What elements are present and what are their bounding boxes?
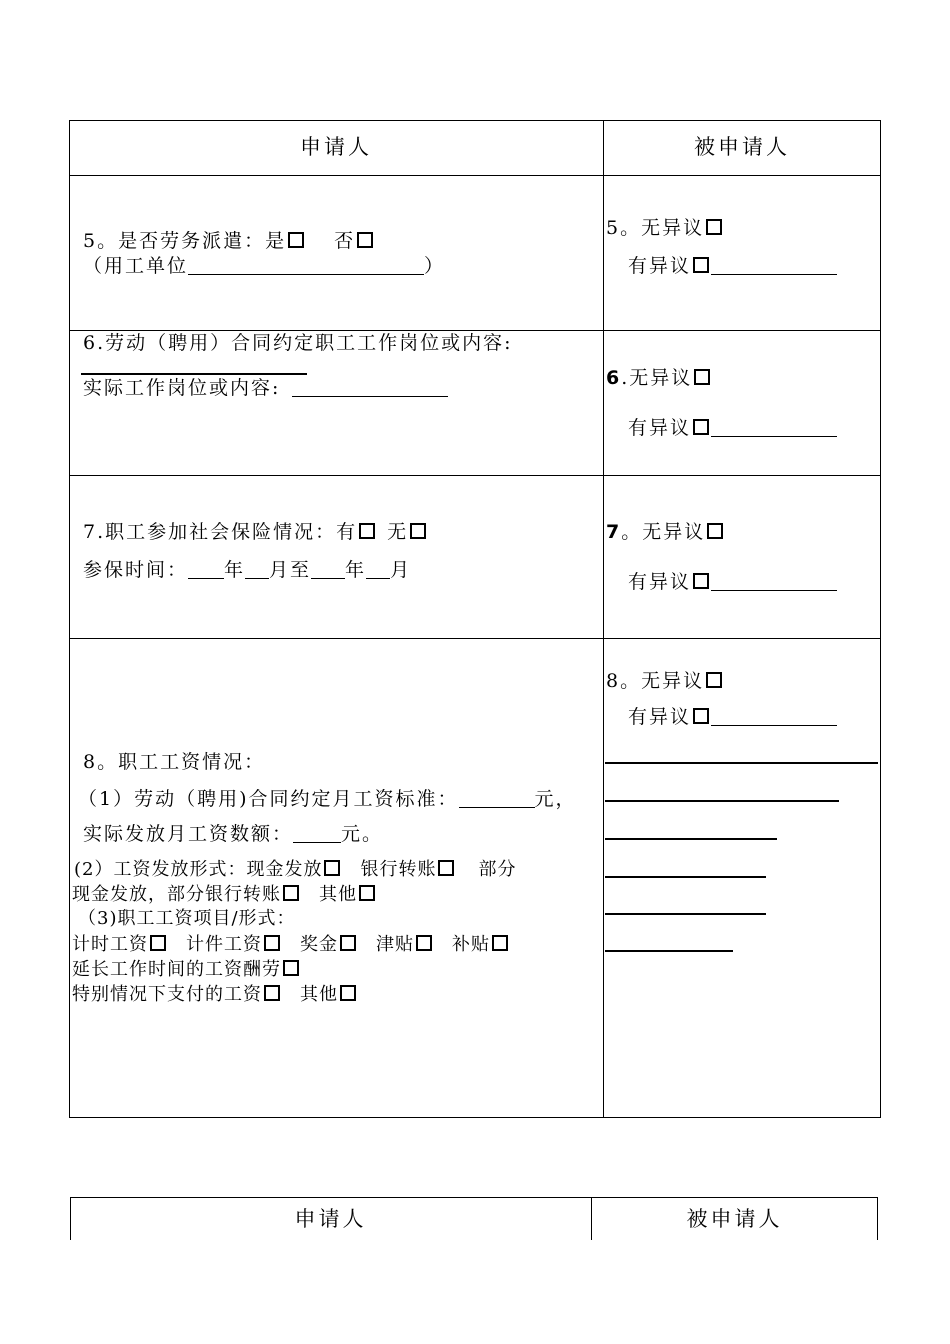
checkbox-insurance-yes[interactable] <box>359 523 375 539</box>
checkbox-subsidy[interactable] <box>492 935 508 951</box>
header-applicant-2: 申请人 <box>294 1207 367 1231</box>
row5-right-line1: 5。无异议 <box>606 219 724 238</box>
row8-item1-line1: （1）劳动（聘用)合同约定月工资标准： 元， <box>78 788 577 810</box>
start-year-blank[interactable] <box>188 564 224 579</box>
row8-item2-line1: (2）工资发放形式：现金发放 银行转账 部分 <box>74 859 517 880</box>
checkbox-5-objection[interactable] <box>693 257 709 273</box>
row6-right-line1: 6.无异议 <box>606 369 712 388</box>
checkbox-dispatch-yes[interactable] <box>288 232 304 248</box>
row8-right-line1: 8。无异议 <box>606 672 724 691</box>
header-applicant: 申请人 <box>300 135 372 159</box>
checkbox-cash[interactable] <box>324 860 340 876</box>
objection-8-line-5[interactable] <box>605 913 766 915</box>
row6-underline-1 <box>81 373 307 375</box>
contract-wage-blank[interactable] <box>459 793 535 808</box>
row8-item3-line1: 计时工资 计件工资 奖金 津贴 补贴 <box>72 935 510 954</box>
checkbox-partial[interactable] <box>283 885 299 901</box>
checkbox-8-objection[interactable] <box>693 708 709 724</box>
checkbox-insurance-no[interactable] <box>410 523 426 539</box>
objection-6-blank[interactable] <box>711 422 837 437</box>
objection-8-line-4[interactable] <box>605 876 766 878</box>
checkbox-7-no-objection[interactable] <box>707 523 723 539</box>
checkbox-6-objection[interactable] <box>693 419 709 435</box>
row8-item3-line3: 特别情况下支付的工资 其他 <box>72 985 358 1004</box>
row6-left-line1: 6.劳动（聘用）合同约定职工工作岗位或内容: <box>83 332 513 354</box>
checkbox-pay-other[interactable] <box>359 885 375 901</box>
objection-5-blank[interactable] <box>711 260 837 275</box>
checkbox-dispatch-no[interactable] <box>357 232 373 248</box>
checkbox-bonus[interactable] <box>340 935 356 951</box>
checkbox-8-no-objection[interactable] <box>706 672 722 688</box>
objection-8-line-2[interactable] <box>605 800 839 802</box>
actual-wage-blank[interactable] <box>293 828 341 843</box>
row8-item3-line2: 延长工作时间的工资酬劳 <box>72 960 301 979</box>
header-respondent-2: 被申请人 <box>686 1207 783 1231</box>
checkbox-allowance[interactable] <box>416 935 432 951</box>
checkbox-hourly[interactable] <box>150 935 166 951</box>
row8-right-line2: 有异议 <box>628 708 837 727</box>
end-year-blank[interactable] <box>311 564 345 579</box>
row8-title: 8。职工工资情况： <box>83 751 266 773</box>
row5-left-line1: 5。是否劳务派遣：是 否 <box>83 232 375 251</box>
row7-left-line2: 参保时间： 年 月至 年 月 <box>83 559 412 581</box>
objection-7-blank[interactable] <box>711 576 837 591</box>
start-month-blank[interactable] <box>245 564 269 579</box>
row8-item3-title: （3)职工工资项目/形式： <box>78 908 296 929</box>
row7-right-line1: 7。无异议 <box>606 523 725 542</box>
checkbox-overtime[interactable] <box>283 960 299 976</box>
row5-left-line2: （用工单位 ） <box>83 255 446 277</box>
row6-right-line2: 有异议 <box>628 419 837 438</box>
objection-8-line-1[interactable] <box>605 762 878 764</box>
actual-position-blank[interactable] <box>292 382 448 397</box>
checkbox-piece[interactable] <box>264 935 280 951</box>
row7-left-line1: 7.职工参加社会保险情况：有 无 <box>83 523 428 542</box>
objection-8-line-6[interactable] <box>605 950 733 952</box>
checkbox-5-no-objection[interactable] <box>706 219 722 235</box>
row8-item2-line2: 现金发放，部分银行转账 其他 <box>72 885 377 904</box>
row6-left-line2: 实际工作岗位或内容: <box>83 379 448 398</box>
row7-right-line2: 有异议 <box>628 573 837 592</box>
checkbox-7-objection[interactable] <box>693 573 709 589</box>
row5-right-line2: 有异议 <box>628 257 837 276</box>
objection-8-blank[interactable] <box>711 711 837 726</box>
header-respondent: 被申请人 <box>694 135 790 159</box>
checkbox-item-other[interactable] <box>340 985 356 1001</box>
objection-8-line-3[interactable] <box>605 838 777 840</box>
employer-blank[interactable] <box>188 260 424 275</box>
checkbox-bank-transfer[interactable] <box>438 860 454 876</box>
end-month-blank[interactable] <box>366 564 390 579</box>
checkbox-6-no-objection[interactable] <box>694 369 710 385</box>
checkbox-special[interactable] <box>264 985 280 1001</box>
row8-item1-line2: 实际发放月工资数额： 元。 <box>83 823 384 845</box>
